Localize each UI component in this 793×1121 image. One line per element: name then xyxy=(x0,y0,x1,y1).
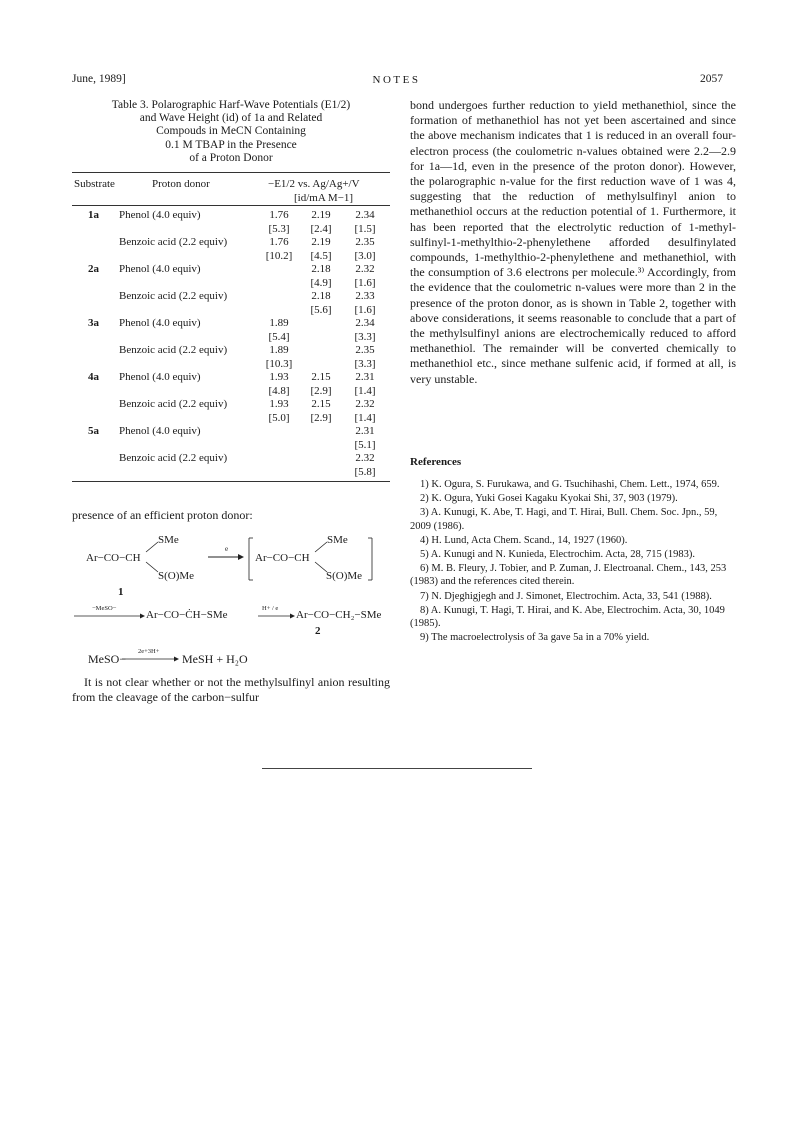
table-row xyxy=(72,331,390,345)
value-cell: [5.4] xyxy=(268,330,290,343)
table-caption xyxy=(72,99,390,165)
scheme-electron-label: e xyxy=(225,545,229,553)
reference-item: 4) H. Lund, Acta Chem. Scand., 14, 1927 (1960). xyxy=(420,534,628,546)
value-cell: 2.15 xyxy=(311,371,331,383)
value-cell: [1.6] xyxy=(354,276,376,289)
value-cell: [2.4] xyxy=(310,222,332,235)
reference-item: 5) A. Kunugi and N. Kunieda, Electrochim. Acta, 28, 715 (1983). xyxy=(420,549,695,561)
value-cell: [4.8] xyxy=(268,384,290,397)
table-row xyxy=(72,425,390,439)
table-caption-line: of a Proton Donor xyxy=(189,151,273,164)
proton-donor-cell: Phenol (4.0 equiv) xyxy=(119,209,201,221)
proton-donor-cell: Benzoic acid (2.2 equiv) xyxy=(119,344,228,356)
scheme-final-product: Ar−CO−CH₂−SMe xyxy=(296,609,382,621)
value-cell: 2.32 xyxy=(355,398,375,410)
table-row xyxy=(72,452,390,466)
table-row xyxy=(72,466,390,480)
scheme-arcoch-anion: Ar−CO−CH xyxy=(255,552,310,564)
value-cell: [5.3] xyxy=(268,222,290,235)
reference-item: 7) N. Djeghigjegh and J. Simonet, Electrochim. Acta, 33, 541 (1988). xyxy=(420,590,712,602)
substrate-cell: 5a xyxy=(88,425,99,437)
scheme-reduction-label: 2e+3H+ xyxy=(138,648,160,655)
references-heading: References xyxy=(410,456,462,468)
scheme-radical-product: Ar−CO−ĊH−SMe xyxy=(146,609,228,621)
table-caption-line: 0.1 M TBAP in the Presence xyxy=(165,138,297,151)
column-header-potential: −E1/2 vs. Ag/Ag+/V xyxy=(268,178,360,190)
scheme-meso-anion: MeSO− xyxy=(88,652,127,666)
table-caption-line: Table 3. Polarographic Harf-Wave Potentials (E1/2) xyxy=(111,99,351,111)
value-cell: 2.18 xyxy=(311,290,331,302)
value-cell: [1.5] xyxy=(354,222,376,235)
reference-item: 3) A. Kunugi, K. Abe, T. Hagi, and T. Hirai, Bull. Chem. Soc. Jpn., 59, 2009 (1986). xyxy=(410,507,718,532)
table-row xyxy=(72,304,390,318)
value-cell: 1.89 xyxy=(269,344,289,356)
reference-list xyxy=(410,478,736,645)
value-cell: 2.32 xyxy=(355,263,375,275)
value-cell: [5.0] xyxy=(268,411,290,424)
value-cell: [3.3] xyxy=(354,357,376,370)
body-paragraph xyxy=(410,98,736,387)
table-top-rule xyxy=(72,172,390,173)
table-row xyxy=(72,250,390,264)
table-bottom-rule xyxy=(72,481,390,482)
value-cell: 2.31 xyxy=(355,371,375,383)
value-cell: 1.93 xyxy=(269,398,289,410)
value-cell: [5.1] xyxy=(354,438,376,451)
table-row xyxy=(72,263,390,277)
table-header xyxy=(72,176,390,204)
table-header-rule xyxy=(72,205,390,206)
value-cell: [3.0] xyxy=(354,249,376,262)
value-cell: [5.8] xyxy=(354,465,376,478)
proton-donor-cell: Phenol (4.0 equiv) xyxy=(119,371,201,383)
paragraph-closing: It is not clear whether or not the methylsulfinyl anion resulting from the cleavage of the carbon−sulfur xyxy=(72,675,390,705)
page-number: 2057 xyxy=(700,73,723,85)
value-cell: [10.2] xyxy=(265,249,293,262)
value-cell: [10.3] xyxy=(265,357,293,370)
proton-donor-cell: Benzoic acid (2.2 equiv) xyxy=(119,290,228,302)
value-cell: [5.6] xyxy=(310,303,332,316)
substrate-cell: 2a xyxy=(88,263,99,275)
scheme-sme-top-anion: SMe xyxy=(327,534,348,546)
table-row xyxy=(72,371,390,385)
value-cell: [1.6] xyxy=(354,303,376,316)
table-row xyxy=(72,223,390,237)
table-row xyxy=(72,290,390,304)
proton-donor-cell: Benzoic acid (2.2 equiv) xyxy=(119,452,228,464)
scheme-sulfinyl-anion: S(O)Me xyxy=(326,570,363,582)
scheme-elimination-label: −MeSO− xyxy=(92,605,117,612)
table-row xyxy=(72,277,390,291)
table-row xyxy=(72,358,390,372)
value-cell: 2.19 xyxy=(311,236,331,248)
value-cell: 2.15 xyxy=(311,398,331,410)
table-row xyxy=(72,398,390,412)
value-cell: 2.32 xyxy=(355,452,375,464)
value-cell: 2.34 xyxy=(355,209,375,221)
scheme-sme-top: SMe xyxy=(158,534,179,546)
column-header-substrate: Substrate xyxy=(74,178,115,190)
running-header-section: NOTES xyxy=(372,74,421,86)
table-row xyxy=(72,236,390,250)
scheme-arcoch-reactant: Ar−CO−CH xyxy=(86,552,141,564)
substrate-cell: 1a xyxy=(88,209,99,221)
body-paragraph-text: bond undergoes further reduction to yield methanethiol, since the formation of methanethiol has not yet been ascertained and since the above mechanism indicates that 1 is reduced in an overall four-electron process (the coulometric n-values obtained were 2.2—2.9 for 1a—1d, even in the presence of the proton donor). However, the polarographic n-value for the first reduction wave of 1 was 4, suggesting that the reduction of methylsulfinyl anion to methanethiol occurs at the reduction potential of 1. Furthermore, it has been reported that the electrolytic reduction of 1-methyl-sulfinyl-1-methylthio-2-phenylethene afforded desulfinylated compounds, 1-methylthio-2-phenylethene and methanethiol, with the consumption of 3.6 electrons per molecule.³⁾ Accordingly, from the evidence that the coulometric n-values were more than 2 in the presence of the proton donor, as is shown in Table 2, together with above considerations, it seems reasonable to conclude that a part of the methylsulfinyl anions are electrochemically reduced to afford methanethiol. The remainder will be converted chemically to methanethiol etc., since methane sulfenic acid, if formed at all, is very unstable. xyxy=(410,98,736,386)
proton-donor-cell: Benzoic acid (2.2 equiv) xyxy=(119,398,228,410)
value-cell: 1.76 xyxy=(269,209,289,221)
value-cell: [2.9] xyxy=(310,384,332,397)
end-rule xyxy=(262,768,532,769)
value-cell: [1.4] xyxy=(354,411,376,424)
column-header-wave-height: [id/mA M−1] xyxy=(294,192,354,204)
scheme-sulfinyl-bottom: S(O)Me xyxy=(158,570,195,582)
proton-donor-cell: Phenol (4.0 equiv) xyxy=(119,317,201,329)
table-caption-line: and Wave Height (id) of 1a and Related xyxy=(139,112,323,125)
table-row xyxy=(72,439,390,453)
table-caption-line: Compouds in MeCN Containing xyxy=(156,125,306,138)
substrate-cell: 4a xyxy=(88,371,99,383)
table-row xyxy=(72,344,390,358)
running-header-date: June, 1989] xyxy=(72,73,126,85)
column-header-proton-donor: Proton donor xyxy=(152,178,210,190)
value-cell: [2.9] xyxy=(310,411,332,424)
value-cell: [4.9] xyxy=(310,276,332,289)
value-cell: 2.31 xyxy=(355,425,375,437)
reference-item: 8) A. Kunugi, T. Hagi, T. Hirai, and K. Abe, Electrochim. Acta, 30, 1049 (1985). xyxy=(410,604,725,630)
table-row xyxy=(72,385,390,399)
scheme-methanethiol-product: MeSH + H₂O xyxy=(182,652,248,666)
table-row xyxy=(72,317,390,331)
table-body xyxy=(72,209,390,479)
scheme-protonation-label: H+ / e xyxy=(262,605,279,612)
reference-item: 1) K. Ogura, S. Furukawa, and G. Tsuchihashi, Chem. Lett., 1974, 659. xyxy=(420,479,720,490)
reference-item: 2) K. Ogura, Yuki Gosei Kagaku Kyokai Shi, 37, 903 (1979). xyxy=(420,493,678,505)
value-cell: 1.89 xyxy=(269,317,289,329)
value-cell: [1.4] xyxy=(354,384,376,397)
value-cell: 2.33 xyxy=(355,290,375,302)
value-cell: 1.76 xyxy=(269,236,289,248)
value-cell: [4.5] xyxy=(310,249,332,262)
substrate-cell: 3a xyxy=(88,317,99,329)
reference-item: 6) M. B. Fleury, J. Tobier, and P. Zuman, J. Electroanal. Chem., 143, 253 (1983) and the references cited therein. xyxy=(410,563,727,588)
paragraph-presence: presence of an efficient proton donor: xyxy=(72,508,253,522)
value-cell: 2.19 xyxy=(311,209,331,221)
value-cell: 2.35 xyxy=(355,344,375,356)
scheme-compound-1: 1 xyxy=(118,586,124,598)
scheme-bonds-and-arrows xyxy=(72,528,390,668)
proton-donor-cell: Phenol (4.0 equiv) xyxy=(119,425,201,437)
value-cell: 2.35 xyxy=(355,236,375,248)
proton-donor-cell: Benzoic acid (2.2 equiv) xyxy=(119,236,228,248)
value-cell: 2.34 xyxy=(355,317,375,329)
reaction-scheme xyxy=(72,528,390,668)
proton-donor-cell: Phenol (4.0 equiv) xyxy=(119,263,201,275)
table-row xyxy=(72,209,390,223)
table-row xyxy=(72,412,390,426)
scheme-compound-2: 2 xyxy=(315,625,321,637)
reference-item: 9) The macroelectrolysis of 3a gave 5a in a 70% yield. xyxy=(420,632,650,644)
value-cell: 2.18 xyxy=(311,263,331,275)
value-cell: 1.93 xyxy=(269,371,289,383)
value-cell: [3.3] xyxy=(354,330,376,343)
